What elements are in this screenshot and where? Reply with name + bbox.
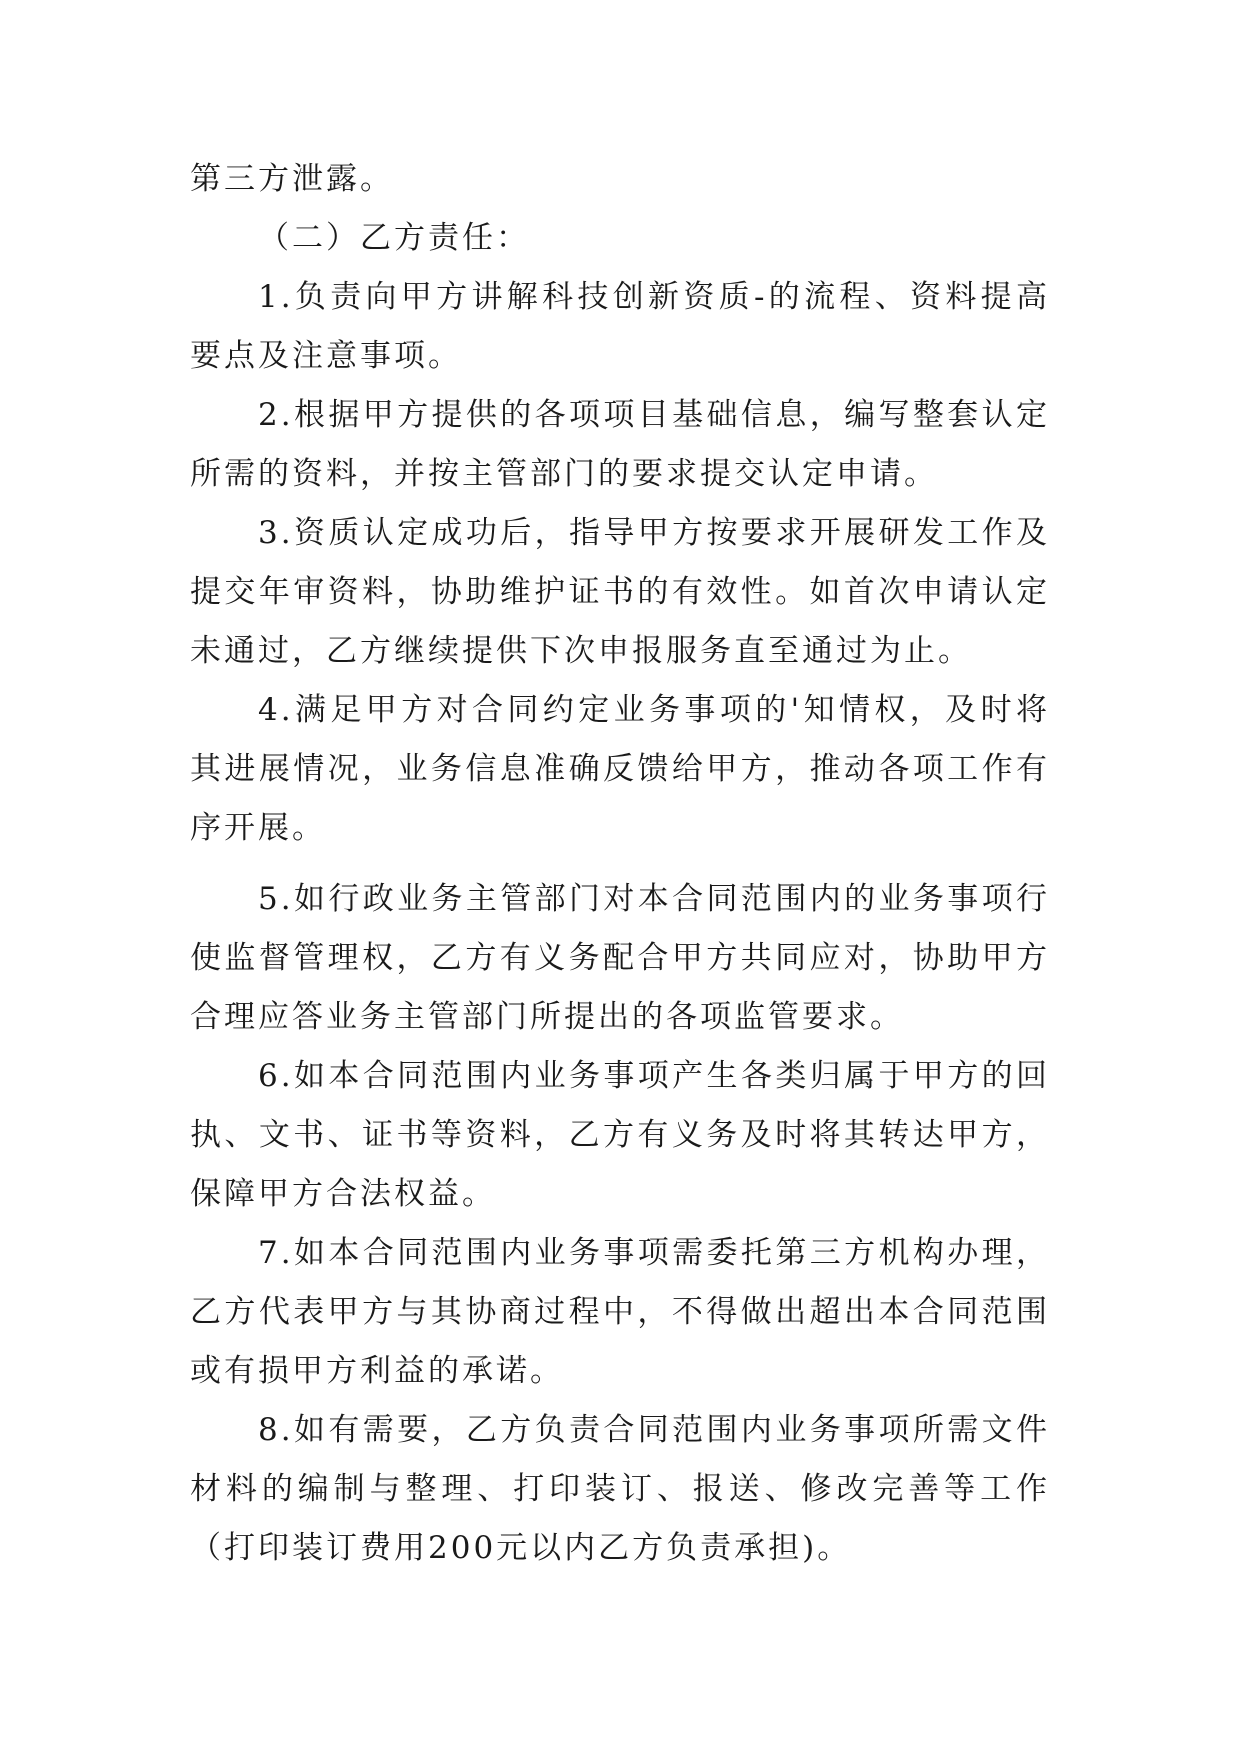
clause-3: 3.资质认定成功后，指导甲方按要求开展研发工作及提交年审资料，协助维护证书的有效性。如首次申请认定未通过，乙方继续提供下次申报服务直至通过为止。 — [190, 515, 1050, 669]
clause-4: 4.满足甲方对合同约定业务事项的'知情权，及时将其进展情况，业务信息准确反馈给甲方，推动各项工作有序开展。 — [190, 692, 1050, 846]
clause-1: 1.负责向甲方讲解科技创新资质-的流程、资料提高要点及注意事项。 — [190, 279, 1050, 374]
clause-5: 5.如行政业务主管部门对本合同范围内的业务事项行使监督管理权，乙方有义务配合甲方共同应对，协助甲方合理应答业务主管部门所提出的各项监管要求。 — [190, 881, 1050, 1035]
clause-2: 2.根据甲方提供的各项项目基础信息，编写整套认定所需的资料，并按主管部门的要求提交认定申请。 — [190, 397, 1050, 492]
clause-6: 6.如本合同范围内业务事项产生各类归属于甲方的回执、文书、证书等资料，乙方有义务及时将其转达甲方，保障甲方合法权益。 — [190, 1058, 1050, 1212]
clause-7: 7.如本合同范围内业务事项需委托第三方机构办理，乙方代表甲方与其协商过程中，不得做出超出本合同范围或有损甲方利益的承诺。 — [190, 1235, 1050, 1389]
paragraph-continuation: 第三方泄露。 — [190, 161, 394, 197]
section-heading-party-b-responsibilities: （二）乙方责任： — [258, 220, 530, 256]
contract-body — [190, 150, 1050, 1578]
clause-8: 8.如有需要，乙方负责合同范围内业务事项所需文件材料的编制与整理、打印装订、报送、修改完善等工作（打印装订费用200元以内乙方负责承担)。 — [190, 1412, 1050, 1566]
